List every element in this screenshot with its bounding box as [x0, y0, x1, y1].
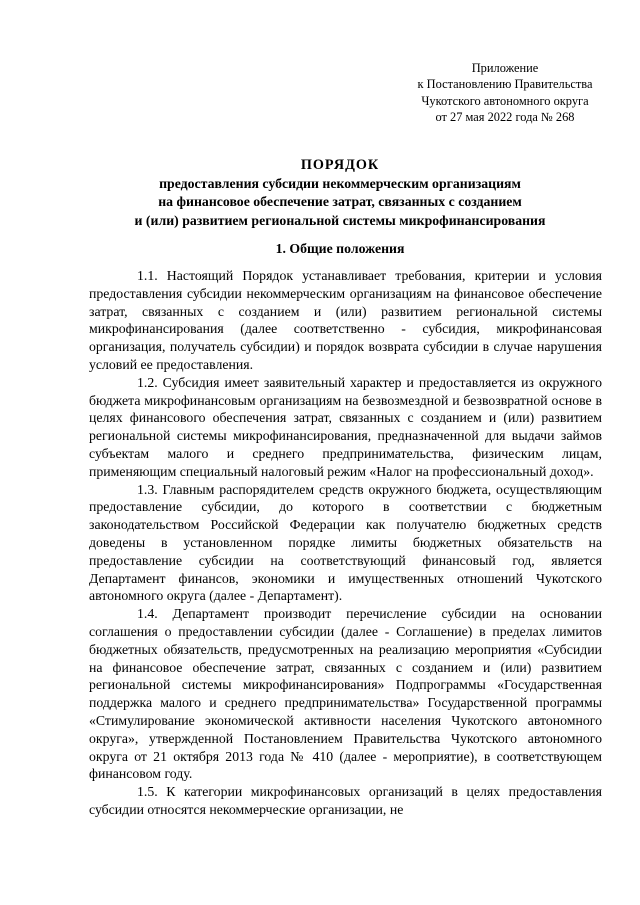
appendix-line: Приложение: [471, 61, 539, 75]
paragraph: 1.2. Субсидия имеет заявительный характер и предоставляется из окружного бюджета микрофинансовым организациям на безвозмездной и безвозвратной основе в целях финансового обеспечения затрат, связанных с созданием и (или) развитием региональной системы микрофинансирования, предназначенной для выдачи займов субъектам малого и среднего предпринимательства, физическим лицам, применяющим специальный налоговый режим «Налог на профессиональный доход».: [89, 374, 602, 479]
paragraph: 1.1. Настоящий Порядок устанавливает требования, критерии и условия предоставления субсидии некоммерческим организациям на финансовое обеспечение затрат, связанных с созданием и (или) развитием региональной системы микрофинансирования (далее соответственно - субсидия, микрофинансовая организация, получатель субсидии) и порядок возврата субсидии в случае нарушения условий ее предоставления.: [89, 268, 602, 372]
appendix-block: [380, 60, 630, 125]
document-title: [60, 156, 620, 230]
title-line: и (или) развитием региональной системы микрофинансирования: [134, 212, 546, 228]
title-line: предоставления субсидии некоммерческим организациям: [159, 175, 521, 191]
body-text: [89, 267, 602, 819]
title-line: на финансовое обеспечение затрат, связанных с созданием: [158, 194, 522, 209]
appendix-line: к Постановлению Правительства: [417, 77, 593, 92]
appendix-line: Чукотского автономного округа: [421, 93, 589, 108]
paragraph: 1.3. Главным распорядителем средств окружного бюджета, осуществляющим предоставление субсидии, до которого в соответствии с бюджетным законодательством Российской Федерации как получателю бюджетных средств доведены в установленном порядке лимиты бюджетных обязательств на предоставление субсидии на соответствующий финансовый год, является Департамент финансов, экономики и имущественных отношений Чукотского автономного округа (далее - Департамент).: [89, 481, 602, 604]
section-heading: 1. Общие положения: [275, 241, 405, 256]
appendix-line: от 27 мая 2022 года № 268: [435, 109, 575, 124]
paragraph: 1.5. К категории микрофинансовых организаций в целях предоставления субсидии относятся некоммерческие организации, не: [89, 784, 602, 817]
title-main: ПОРЯДОК: [300, 157, 380, 173]
paragraph: 1.4. Департамент производит перечисление субсидии на основании соглашения о предоставлении субсидии (далее - Соглашение) в пределах лимитов бюджетных обязательств, предусмотренных на реализацию мероприятия «Субсидии на финансовое обеспечение затрат, связанных с созданием и (или) развитием региональной системы микрофинансирования» Подпрограммы «Государственная поддержка малого и среднего предпринимательства» Государственной программы «Стимулирование экономической активности населения Чукотского автономного округа», утвержденной Постановлением Правительства Чукотского автономного округа от 21 октября 2013 года № 410 (далее - мероприятие), в соответствующем финансовом году.: [89, 606, 602, 782]
